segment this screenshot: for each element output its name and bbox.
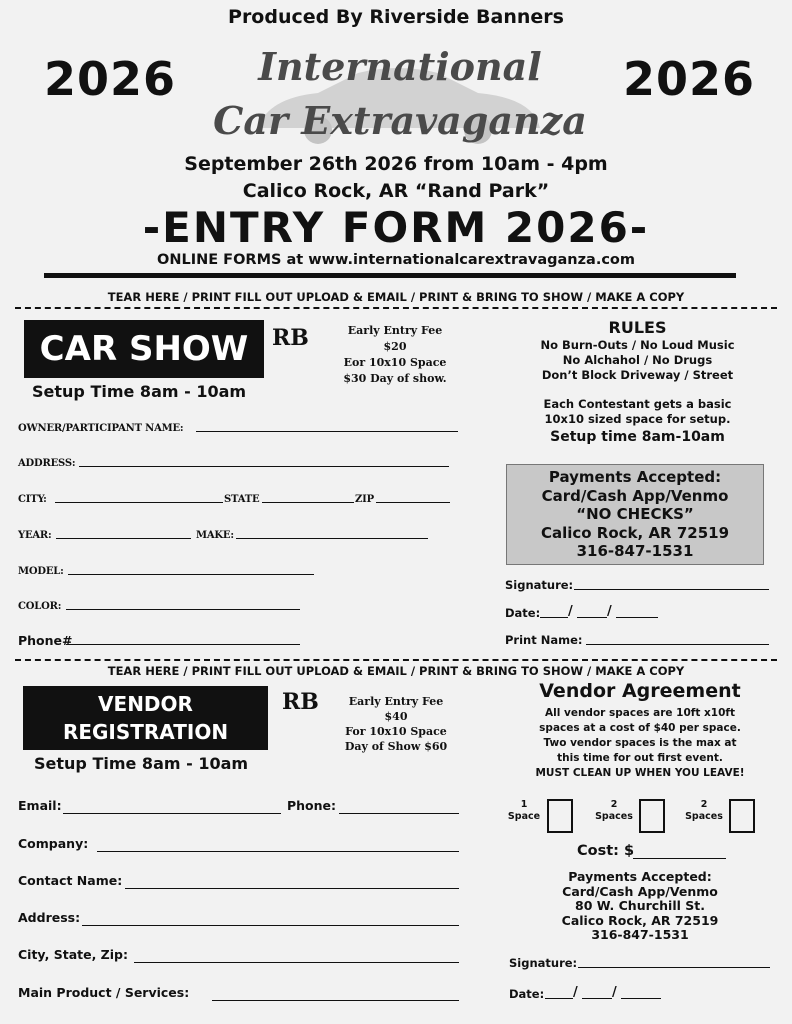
year-input[interactable] <box>56 538 191 539</box>
payments-line: 316-847-1531 <box>576 542 694 560</box>
event-date: September 26th 2026 from 10am - 4pm <box>184 153 608 175</box>
space-num: 2 <box>700 799 708 810</box>
vendor-address-label: Address: <box>18 910 81 925</box>
vendor-title-line: VENDOR <box>98 692 193 716</box>
space-label: Spaces <box>685 811 723 822</box>
state-input[interactable] <box>262 502 354 503</box>
space-line: Each Contestant gets a basic <box>543 397 732 411</box>
car-show-title: CAR SHOW <box>24 320 264 378</box>
space-option-3-checkbox[interactable] <box>729 799 755 833</box>
tear-text-1: TEAR HERE / PRINT FILL OUT UPLOAD & EMAIL / PRINT & BRING TO SHOW / MAKE A COPY <box>107 290 685 304</box>
space-option-1-label <box>504 799 544 823</box>
space-option-1-checkbox[interactable] <box>547 799 573 833</box>
vendor-signature-label: Signature: <box>509 956 578 970</box>
tear-text-2: TEAR HERE / PRINT FILL OUT UPLOAD & EMAIL / PRINT & BRING TO SHOW / MAKE A COPY <box>107 664 685 678</box>
vendor-rb: RB <box>282 689 319 715</box>
rule-line: No Burn-Outs / No Loud Music <box>540 338 735 352</box>
owner-label: OWNER/PARTICIPANT NAME: <box>18 423 184 434</box>
vendor-date-month[interactable] <box>545 998 573 999</box>
company-input[interactable] <box>97 851 459 852</box>
vendor-phone-label: Phone: <box>287 798 337 813</box>
car-date-day[interactable] <box>577 617 607 618</box>
date-slash: / <box>573 985 578 1000</box>
city-state-zip-label: City, State, Zip: <box>18 947 128 962</box>
vendor-title <box>23 686 268 750</box>
rules-setup: Setup time 8am-10am <box>550 429 725 445</box>
produced-by: Produced By Riverside Banners <box>228 6 564 28</box>
vendor-address-input[interactable] <box>82 925 459 926</box>
agreement-line: All vendor spaces are 10ft x10ft <box>545 707 735 719</box>
vendor-payments <box>505 870 775 943</box>
vendor-signature-input[interactable] <box>578 967 770 968</box>
payments-line: “NO CHECKS” <box>576 505 694 523</box>
vendor-phone-input[interactable] <box>339 813 459 814</box>
event-location: Calico Rock, AR “Rand Park” <box>242 180 550 202</box>
tear-line-1 <box>15 307 777 309</box>
car-show-setup: Setup Time 8am - 10am <box>32 382 247 401</box>
payments-line: Card/Cash App/Venmo <box>541 486 729 505</box>
date-slash: / <box>568 604 573 619</box>
date-slash: / <box>612 985 617 1000</box>
car-signature-label: Signature: <box>505 578 574 592</box>
contact-name-input[interactable] <box>125 888 459 889</box>
agreement-line: MUST CLEAN UP WHEN YOU LEAVE! <box>535 767 745 779</box>
fee-line: Eor 10x10 Space <box>343 356 447 369</box>
company-label: Company: <box>18 836 89 851</box>
space-option-3-label <box>683 799 725 823</box>
cost-input[interactable] <box>633 858 726 859</box>
payments-line: Calico Rock, AR 72519 <box>561 912 719 928</box>
state-label: STATE <box>224 494 260 505</box>
space-label: Space <box>507 811 541 822</box>
make-label: MAKE: <box>196 530 234 541</box>
fee-line: Early Entry Fee <box>348 695 444 708</box>
phone-input[interactable] <box>66 644 300 645</box>
space-num: 1 <box>520 799 528 810</box>
online-forms: ONLINE FORMS at www.internationalcarextravaganza.com <box>157 252 635 268</box>
car-signature-input[interactable] <box>574 589 769 590</box>
payments-line: Payments Accepted: <box>548 468 722 486</box>
payments-line: 316-847-1531 <box>591 927 689 942</box>
header-rule <box>44 273 736 278</box>
rule-line: No Alchahol / No Drugs <box>562 353 713 367</box>
fee-line: Early Entry Fee <box>347 324 443 337</box>
cost-label: Cost: $ <box>577 843 635 859</box>
agreement-line: this time for out first event. <box>557 752 723 764</box>
year-right: 2026 <box>623 52 756 106</box>
zip-input[interactable] <box>376 502 450 503</box>
fee-line: $40 <box>384 710 408 723</box>
space-label: Spaces <box>595 811 633 822</box>
space-line: 10x10 sized space for setup. <box>544 412 731 426</box>
zip-label: ZIP <box>355 494 374 505</box>
vendor-date-day[interactable] <box>582 998 612 999</box>
space-option-2-checkbox[interactable] <box>639 799 665 833</box>
year-label: YEAR: <box>18 530 52 541</box>
car-date-label: Date: <box>505 606 541 620</box>
city-label: CITY: <box>18 494 47 505</box>
print-name-input[interactable] <box>586 644 769 645</box>
phone-label: Phone# <box>18 633 73 648</box>
payments-line: 80 W. Churchill St. <box>575 898 705 913</box>
main-product-input[interactable] <box>212 1000 459 1001</box>
payments-line: Card/Cash App/Venmo <box>562 883 718 899</box>
rules-title: RULES <box>608 318 667 337</box>
agreement-title: Vendor Agreement <box>539 680 741 702</box>
make-input[interactable] <box>236 538 428 539</box>
vendor-date-year[interactable] <box>621 998 661 999</box>
color-input[interactable] <box>66 609 300 610</box>
city-state-zip-input[interactable] <box>134 962 459 963</box>
fee-line: Day of Show $60 <box>344 740 448 753</box>
year-left: 2026 <box>44 52 177 106</box>
date-slash: / <box>607 604 612 619</box>
payments-box <box>506 464 764 565</box>
model-input[interactable] <box>68 574 314 575</box>
city-input[interactable] <box>55 502 223 503</box>
space-num: 2 <box>610 799 618 810</box>
vendor-agreement <box>505 679 775 781</box>
logo-line-2: Car Extravaganza <box>213 98 587 143</box>
email-label: Email: <box>18 798 62 813</box>
car-date-month[interactable] <box>540 617 568 618</box>
rule-line: Don’t Block Driveway / Street <box>541 368 734 382</box>
vendor-date-label: Date: <box>509 987 545 1001</box>
owner-input[interactable] <box>196 431 458 432</box>
model-label: MODEL: <box>18 566 64 577</box>
contact-name-label: Contact Name: <box>18 873 123 888</box>
logo-line-1: International <box>258 44 542 89</box>
fee-line: $30 Day of show. <box>343 372 447 385</box>
main-product-label: Main Product / Services: <box>18 985 190 1000</box>
car-date-year[interactable] <box>616 617 658 618</box>
address-label: ADDRESS: <box>18 458 76 469</box>
rules-block <box>505 318 770 447</box>
color-label: COLOR: <box>18 601 62 612</box>
vendor-fee <box>321 694 471 754</box>
payments-line: Payments Accepted: <box>568 869 712 884</box>
fee-line: For 10x10 Space <box>345 725 447 738</box>
tear-line-2 <box>15 659 777 661</box>
car-show-rb: RB <box>272 325 309 351</box>
vendor-setup: Setup Time 8am - 10am <box>34 754 249 773</box>
form-title: -ENTRY FORM 2026- <box>142 203 650 252</box>
agreement-line: Two vendor spaces is the max at <box>543 737 737 749</box>
vendor-title-line: REGISTRATION <box>62 720 229 744</box>
space-option-2-label <box>593 799 635 823</box>
address-input[interactable] <box>79 466 449 467</box>
agreement-line: spaces at a cost of $40 per space. <box>539 722 741 734</box>
fee-line: $20 <box>383 340 407 353</box>
payments-line: Calico Rock, AR 72519 <box>540 523 730 542</box>
car-show-fee <box>320 323 470 387</box>
print-name-label: Print Name: <box>505 633 583 647</box>
email-input[interactable] <box>63 813 281 814</box>
